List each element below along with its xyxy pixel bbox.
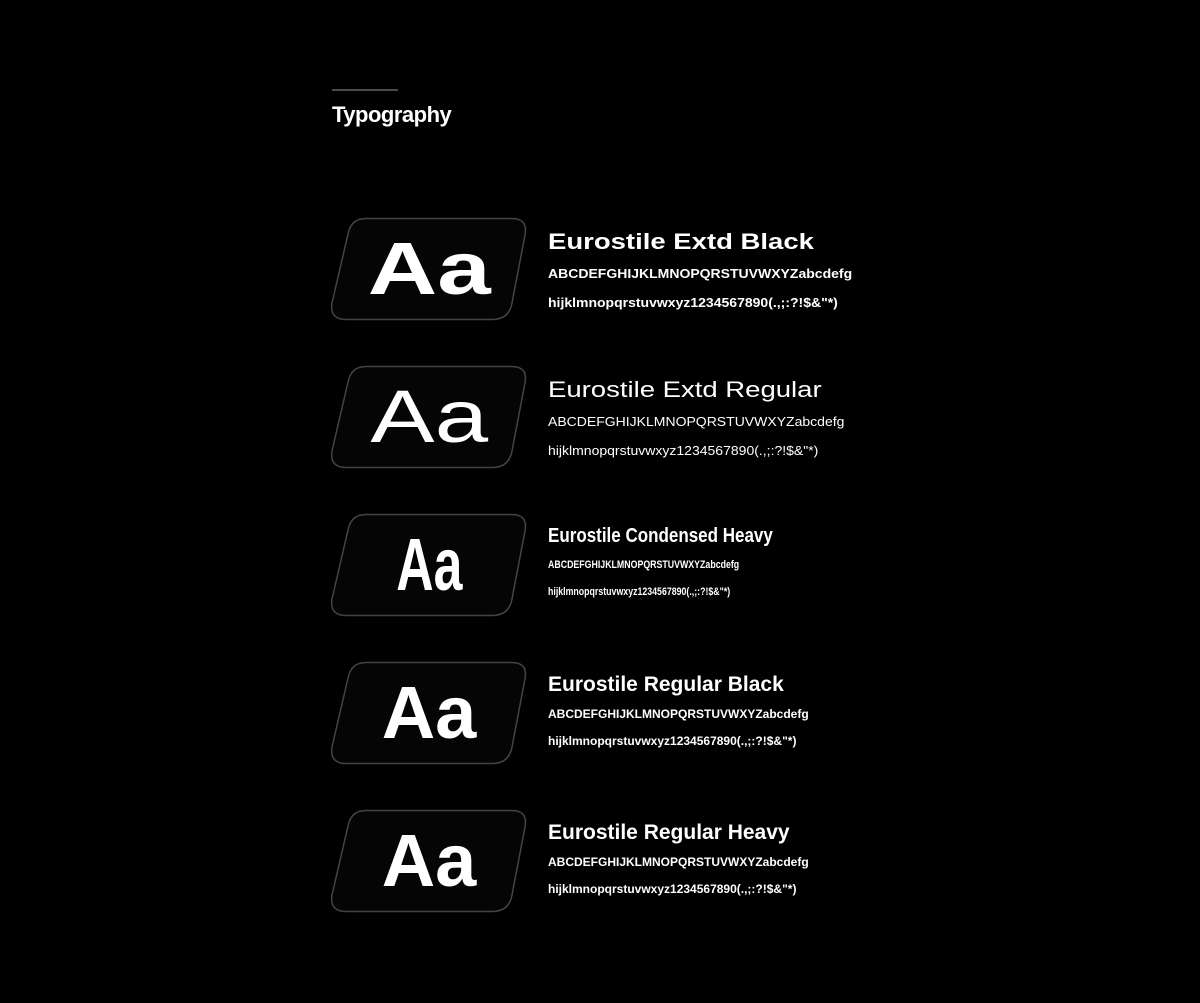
font-charset-line-2: hijklmnopqrstuvwxyz1234567890(.,;:?!$&"*) — [548, 296, 838, 310]
font-specimen — [328, 661, 1028, 765]
font-name: Eurostile Extd Black — [548, 229, 814, 254]
font-charset-line-1: ABCDEFGHIJKLMNOPQRSTUVWXYZabcdefg — [548, 267, 853, 281]
font-specimen — [328, 365, 1028, 469]
font-charset-line-2: hijklmnopqrstuvwxyz1234567890(.,;:?!$&"*) — [548, 734, 797, 748]
font-sample-badge — [328, 217, 530, 321]
font-sample-badge — [328, 661, 530, 765]
font-sample-glyphs: Aa — [381, 671, 477, 754]
font-charset-line-2: hijklmnopqrstuvwxyz1234567890(.,;:?!$&"*) — [548, 882, 797, 896]
font-charset-line-1: ABCDEFGHIJKLMNOPQRSTUVWXYZabcdefg — [548, 559, 740, 571]
font-sample-glyphs: Aa — [367, 227, 491, 310]
font-charset-line-1: ABCDEFGHIJKLMNOPQRSTUVWXYZabcdefg — [548, 415, 845, 429]
font-sample-glyphs: Aa — [381, 819, 477, 902]
font-specimen — [328, 217, 1028, 321]
font-sample-glyphs: Aa — [370, 375, 488, 458]
font-charset-line-2: hijklmnopqrstuvwxyz1234567890(.,;:?!$&"*) — [548, 444, 819, 458]
title-divider — [332, 89, 398, 91]
font-specimen — [328, 513, 1028, 617]
font-charset-line-2: hijklmnopqrstuvwxyz1234567890(.,;:?!$&"*) — [548, 586, 731, 598]
font-charset-line-1: ABCDEFGHIJKLMNOPQRSTUVWXYZabcdefg — [548, 855, 809, 869]
section-title: Typography — [332, 102, 452, 127]
font-specimen — [328, 809, 1028, 913]
font-name: Eurostile Regular Heavy — [548, 821, 790, 844]
font-name: Eurostile Regular Black — [548, 673, 784, 696]
font-charset-line-1: ABCDEFGHIJKLMNOPQRSTUVWXYZabcdefg — [548, 707, 809, 721]
font-sample-badge — [328, 365, 530, 469]
font-name: Eurostile Extd Regular — [548, 377, 822, 402]
font-sample-badge — [328, 809, 530, 913]
font-name: Eurostile Condensed Heavy — [548, 525, 773, 547]
font-sample-badge — [328, 513, 530, 617]
font-sample-glyphs: Aa — [395, 523, 463, 606]
